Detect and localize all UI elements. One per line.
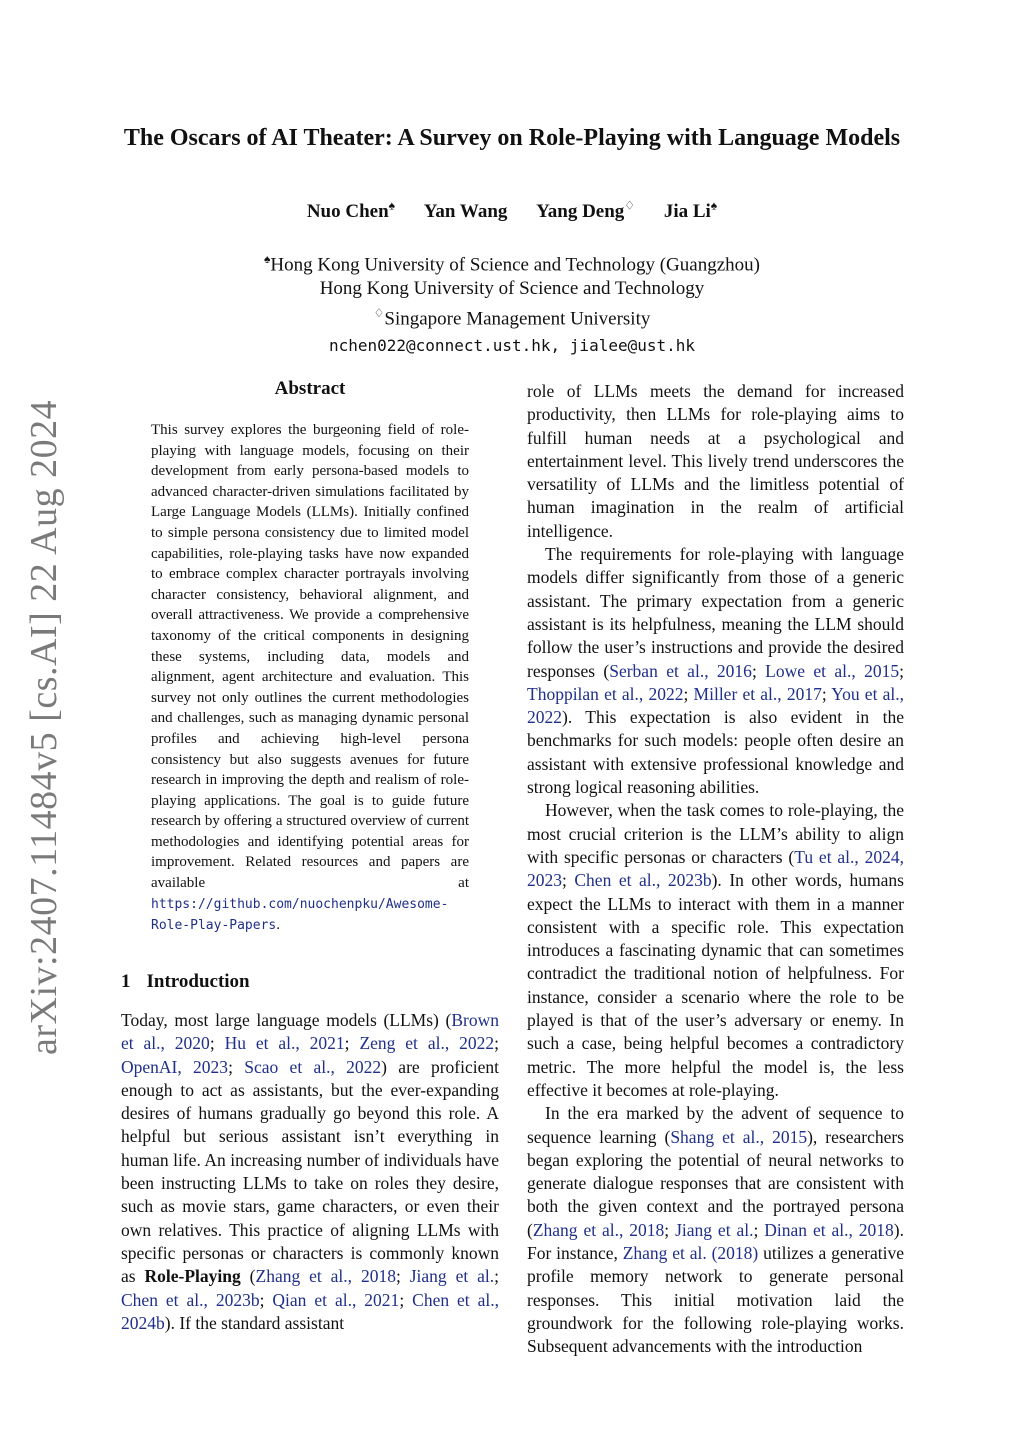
affiliation-2: Hong Kong University of Science and Technology xyxy=(319,278,705,300)
citation-link[interactable]: Tu et al., 2024, 2023 xyxy=(527,846,904,891)
citation-link[interactable]: Lowe et al., 2015 xyxy=(765,660,900,681)
citation-link[interactable]: Serban et al., 2016 xyxy=(609,660,752,681)
citation-link[interactable]: Hu et al., 2021 xyxy=(224,1033,345,1054)
citation-link[interactable]: Shang et al., 2015 xyxy=(670,1126,808,1147)
paper-title: The Oscars of AI Theater: A Survey on Role-Playing with Language Models xyxy=(123,125,901,151)
right-column xyxy=(527,380,904,1358)
role-playing-term: Role-Playing xyxy=(144,1266,241,1287)
citation-link[interactable]: OpenAI, 2023 xyxy=(121,1056,229,1077)
citation-link[interactable]: Qian et al., 2021 xyxy=(272,1289,400,1310)
author-4: Jia Li♠ xyxy=(663,199,718,223)
citation-link[interactable]: Chen et al., 2023b xyxy=(121,1289,260,1310)
arxiv-stamp: arXiv:2407.11484v5 [cs.AI] 22 Aug 2024 xyxy=(23,399,65,1055)
citation-link[interactable]: Thoppilan et al., 2022 xyxy=(527,683,684,704)
affiliation-mark: ♠ xyxy=(710,199,718,213)
citation-link[interactable]: Jiang et al. xyxy=(409,1266,495,1287)
affiliation-3: ♢Singapore Management University xyxy=(373,306,651,330)
citation-link[interactable]: Chen et al., 2024b xyxy=(121,1289,500,1333)
resource-link[interactable]: https://github.com/nuochenpku/Awesome-Role-Play-Papers xyxy=(151,896,449,934)
affiliation-1: ♠Hong Kong University of Science and Technology (Guangzhou) xyxy=(264,252,760,276)
email-1[interactable]: nchen022@connect.ust.hk xyxy=(328,335,551,355)
citation-link[interactable]: Zhang et al. (2018) xyxy=(622,1242,759,1263)
citation-link[interactable]: Scao et al., 2022 xyxy=(244,1056,382,1077)
citation-link[interactable]: Brown et al., 2020 xyxy=(121,1010,499,1054)
citation-link[interactable]: You et al., 2022 xyxy=(527,683,904,728)
author-1: Nuo Chen♠ xyxy=(306,199,396,223)
citation-link[interactable]: Chen et al., 2023b xyxy=(574,870,712,891)
author-2: Yan Wang xyxy=(423,201,508,223)
citation-link[interactable]: Zeng et al., 2022 xyxy=(359,1033,495,1054)
abstract-heading: Abstract xyxy=(274,378,346,399)
intro-paragraph-3: However, when the task comes to role-playing, the most crucial criterion is the LLM’s ability to align with specific personas or characters (Tu et al., 2024, 2023; Chen et al., 2023b). In other words, humans expect the LLMs to interact with them in a manner consistent with a specific role. This expectation introduces a fascinating dynamic that can sometimes contradict the traditional notion of helpfulness. For instance, consider a scenario where the role to be played is that of the user’s adversary or enemy. In such a case, being helpful becomes a contradictory metric. The more helpful the model is, the less effective it becomes at role-playing. xyxy=(527,800,904,1100)
citation-link[interactable]: Zhang et al., 2018 xyxy=(255,1266,396,1287)
citation-link[interactable]: Jiang et al. xyxy=(675,1219,754,1240)
author-list xyxy=(120,199,904,223)
email-2[interactable]: jialee@ust.hk xyxy=(569,335,696,355)
citation-link[interactable]: Zhang et al., 2018 xyxy=(532,1219,665,1240)
intro-paragraph-1-continued: role of LLMs meets the demand for increased productivity, then LLMs for role-playing aims to fulfill human needs at a psychological and entertainment level. This lively trend underscores the versatility of LLMs and the limitless potential of human imagination in the realm of artificial intelligence. xyxy=(527,381,904,541)
intro-paragraph-4: In the era marked by the advent of sequence to sequence learning (Shang et al., 2015), researchers began exploring the potential of neural networks to generate dialogue responses that are consistent with both the given context and the portrayed persona (Zhang et al., 2018; Jiang et al.; Dinan et al., 2018). For instance, Zhang et al. (2018) utilizes a generative profile memory network to generate personal responses. This initial motivation laid the groundwork for the following role-playing works. Subsequent advancements with the introduction xyxy=(527,1103,904,1357)
affiliations xyxy=(120,247,904,358)
abstract-body: This survey explores the burgeoning field of role-playing with language models, focusing on their development from early persona-based models to advanced character-driven simulations facilitated by Large Language Models (LLMs). Initially confined to simple persona consistency due to limited model capabilities, role-playing tasks have now expanded to embrace complex character portrayals involving character consistency, behavioral alignment, and overall attractiveness. We provide a comprehensive taxonomy of the critical components in designing these systems, including data, models and alignment, agent architecture and evaluation. This survey not only outlines the current methodologies and challenges, such as managing dynamic personal profiles and achieving high-level persona consistency but also suggests avenues for future research in improving the depth and realism of role-playing applications. The goal is to guide future research by offering a structured overview of current methodologies and identifying potential areas for improvement. Related resources and papers are available at https://github.com/nuochenpku/Awesome-Role-Play-Papers. xyxy=(151,422,469,934)
author-3: Yang Deng♢ xyxy=(536,199,636,223)
affiliation-mark: ♠ xyxy=(388,199,396,213)
affiliation-mark: ♢ xyxy=(624,199,636,213)
citation-link[interactable]: Dinan et al., 2018 xyxy=(764,1219,894,1240)
intro-paragraph-2: The requirements for role-playing with language models differ significantly from those of a generic assistant. The primary expectation from a generic assistant is its helpfulness, meaning the LLM should follow the user’s instructions and provide the desired responses (Serban et al., 2016; Lowe et al., 2015; Thoppilan et al., 2022; Miller et al., 2017; You et al., 2022). This expectation is also evident in the benchmarks for such models: people often desire an assistant with extensive professional knowledge and strong logical reasoning abilities. xyxy=(527,544,904,798)
intro-paragraph-1: Today, most large language models (LLMs) (Brown et al., 2020; Hu et al., 2021; Zeng et al., 2022; OpenAI, 2023; Scao et al., 2022) are proficient enough to act as assistants, but the ever-expanding desires of humans gradually go beyond this role. A helpful but serious assistant isn’t everything in human life. An increasing number of individuals have been instructing LLMs to take on roles they desire, such as movie stars, game characters, or even their own relatives. This practice of aligning LLMs with specific personas or characters is commonly known as Role-Playing (Zhang et al., 2018; Jiang et al.; Chen et al., 2023b; Qian et al., 2021; Chen et al., 2024b). If the standard assistant xyxy=(121,1010,500,1333)
author-emails: nchen022@connect.ust.hk, jialee@ust.hk xyxy=(328,335,696,355)
citation-link[interactable]: Miller et al., 2017 xyxy=(693,683,822,704)
section-heading-introduction: 1 Introduction xyxy=(121,971,250,992)
